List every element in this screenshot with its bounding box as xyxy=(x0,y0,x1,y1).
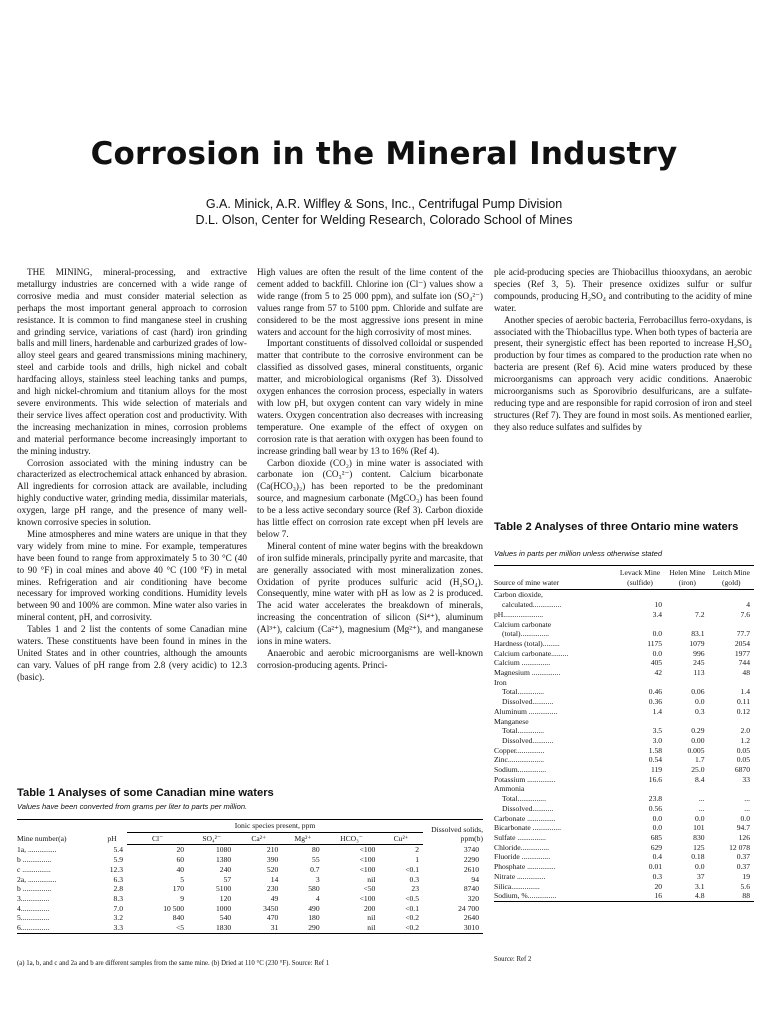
table-1-subtitle: Values have been converted from grams per liter to parts per million. xyxy=(17,802,248,811)
table-cell: 101 xyxy=(693,823,705,833)
table-cell: 57 xyxy=(223,874,232,884)
table-row xyxy=(494,823,754,833)
table-cell: 5.6 xyxy=(740,881,750,891)
table-row xyxy=(494,717,754,727)
table-row xyxy=(494,736,754,746)
table-cell: 33 xyxy=(742,774,750,784)
row-label: (total)............... xyxy=(502,629,550,639)
paragraph: Anaerobic and aerobic microorganisms are well-known corrosion-producing agents. Princi- xyxy=(257,648,483,670)
table-cell: 55 xyxy=(312,855,320,865)
table-cell: 290 xyxy=(308,923,320,933)
table-cell: 4 xyxy=(315,893,320,903)
table-cell: 25.0 xyxy=(691,765,705,775)
table-cell: 744 xyxy=(738,658,750,668)
col-head-mine: Leitch Mine (gold) xyxy=(709,566,754,590)
col-head-ion: Cu²⁺ xyxy=(379,832,423,845)
table-cell: 1079 xyxy=(689,638,705,648)
table-cell: 125 xyxy=(693,842,705,852)
table-row xyxy=(17,913,483,923)
table-cell: 996 xyxy=(693,648,705,658)
row-label: Ammonia xyxy=(494,784,525,794)
row-label: 3............... xyxy=(17,893,50,903)
table-cell: 0.18 xyxy=(691,852,705,862)
table-row xyxy=(494,891,754,901)
table-cell: 19 xyxy=(742,871,750,881)
table-cell: 94.7 xyxy=(736,823,750,833)
table-cell: 24 700 xyxy=(458,903,479,913)
table-cell: 40 xyxy=(176,864,185,874)
table-cell: 126 xyxy=(738,832,750,842)
table-cell: 2610 xyxy=(463,864,479,874)
table-cell: 200 xyxy=(363,903,376,913)
table-row xyxy=(494,610,754,620)
table-row xyxy=(494,746,754,756)
row-label: 1a, ............... xyxy=(17,845,57,855)
table-cell: 3.3 xyxy=(113,923,123,933)
col-head-mine: Helen Mine (iron) xyxy=(666,566,708,590)
table-cell: 12 078 xyxy=(729,842,750,852)
table-cell xyxy=(709,717,754,727)
col-head-ion: Cl⁻ xyxy=(127,832,188,845)
table-cell: 10 xyxy=(654,600,663,610)
table-cell xyxy=(666,600,708,610)
col-head-source: Source of mine water xyxy=(494,566,614,590)
table-row xyxy=(17,894,483,904)
table-cell: 8.4 xyxy=(695,774,705,784)
table-row xyxy=(494,687,754,697)
table-cell: <100 xyxy=(359,864,376,874)
table-row xyxy=(494,794,754,804)
table-cell: 5 xyxy=(180,874,185,884)
row-label: pH..................... xyxy=(494,609,544,619)
row-label: b ............... xyxy=(17,884,52,894)
table-cell: 2.0 xyxy=(740,726,750,736)
table-cell: 3.5 xyxy=(652,726,663,736)
table-cell: <0.2 xyxy=(405,913,419,923)
table-cell: 0.0 xyxy=(652,629,663,639)
row-label: Calcium carbonate......... xyxy=(494,648,569,658)
paragraph: Important constituents of dissolved colloidal or suspended matter that contribute to the corrosive environment can be classified as dissolved gases, mineral constituents, organic matter, and microbiological organisms (Ref 3). Dissolved oxygen enhances the corrosion process, especially in waters with low pH, but oxygen content can vary widely in mine waters. Oxygen concentration also decreases with increasing temperature. One example of the effect of oxygen on corrosion rate is that aeration with oxygen has been found to increase grinding ball wear by 13 to 16% (Ref 4). xyxy=(257,338,483,456)
row-label: Nitrate ............... xyxy=(494,871,546,881)
table-row xyxy=(17,923,483,933)
table-cell: nil xyxy=(367,913,376,923)
table-cell: 3.4 xyxy=(652,609,663,619)
table-cell: 1.7 xyxy=(695,755,705,765)
table-cell: 0.3 xyxy=(695,706,705,716)
row-label: Iron xyxy=(494,677,507,687)
table-cell: 49 xyxy=(270,893,279,903)
table-cell: 7.6 xyxy=(740,609,750,619)
table-cell: 77.7 xyxy=(736,629,750,639)
row-label: Chloride............... xyxy=(494,842,550,852)
table-cell: 0.37 xyxy=(736,862,750,872)
table-cell: 5100 xyxy=(216,884,232,894)
table-row xyxy=(494,600,754,610)
table-cell: 685 xyxy=(650,832,663,842)
table-cell: 180 xyxy=(308,913,320,923)
table-row xyxy=(494,639,754,649)
col-head-mine: Levack Mine (sulfide) xyxy=(614,566,666,590)
table-cell: 48 xyxy=(742,668,750,678)
table-cell: 0.0 xyxy=(695,813,705,823)
table-row xyxy=(494,620,754,630)
table-cell: 9 xyxy=(180,893,185,903)
row-label: calculated............... xyxy=(502,600,562,610)
table-row xyxy=(17,865,483,875)
table-cell: <0.2 xyxy=(405,923,419,933)
table-row xyxy=(494,590,754,600)
table-cell: 0.3 xyxy=(409,874,419,884)
row-label: 6............... xyxy=(17,923,50,933)
table-row xyxy=(494,658,754,668)
table-row xyxy=(494,862,754,872)
table-cell: 2 xyxy=(415,845,419,855)
table-cell: ... xyxy=(744,803,750,813)
col-head-ion: SO₄²⁻ xyxy=(188,832,235,845)
row-label: Magnesium ............... xyxy=(494,668,561,678)
table-cell: 0.54 xyxy=(648,755,663,765)
row-label: Manganese xyxy=(494,716,529,726)
table-cell: 1080 xyxy=(216,845,232,855)
table-cell: <0.1 xyxy=(405,903,419,913)
table-row xyxy=(494,852,754,862)
table-cell: 3450 xyxy=(263,903,279,913)
table-cell: 1175 xyxy=(647,638,663,648)
table-cell xyxy=(614,784,666,794)
table-row xyxy=(17,855,483,865)
row-label: Sulfate ............... xyxy=(494,832,546,842)
author-line-1: G.A. Minick, A.R. Wilfley & Sons, Inc., Centrifugal Pump Division xyxy=(205,197,563,211)
table-cell xyxy=(709,678,754,688)
table-cell: 1.2 xyxy=(740,735,750,745)
table-cell: 1380 xyxy=(216,855,232,865)
table-cell: 1.4 xyxy=(652,706,663,716)
table-cell: 14 xyxy=(270,874,279,884)
table-row xyxy=(494,843,754,853)
table-row xyxy=(494,707,754,717)
row-label: Carbonate ............... xyxy=(494,813,556,823)
table-cell: 240 xyxy=(219,864,232,874)
table-cell: 0.12 xyxy=(736,706,750,716)
table-cell: 0.36 xyxy=(648,697,663,707)
table-row xyxy=(494,872,754,882)
table-row xyxy=(494,765,754,775)
table-cell: 840 xyxy=(172,913,185,923)
table-cell: 6870 xyxy=(734,765,750,775)
table-cell: 12.3 xyxy=(109,864,123,874)
col-head-ion: HCO₃⁻ xyxy=(324,832,380,845)
table-cell: 16.6 xyxy=(648,774,663,784)
table-cell: <0.1 xyxy=(405,864,419,874)
row-label: 5............... xyxy=(17,913,50,923)
row-label: Total.............. xyxy=(502,726,545,736)
body-column-2 xyxy=(257,267,483,672)
table-cell: 3740 xyxy=(463,845,479,855)
table-cell: 5.4 xyxy=(113,845,123,855)
table-row xyxy=(494,668,754,678)
table-cell: <100 xyxy=(359,845,376,855)
row-label: Bicarbonate ............... xyxy=(494,823,562,833)
table-2-footnote: Source: Ref 2 xyxy=(494,956,532,963)
row-label: Dissolved........... xyxy=(502,803,554,813)
table-cell: 88 xyxy=(742,891,750,901)
row-label: Sodium, %............... xyxy=(494,891,557,901)
table-cell: 0.7 xyxy=(310,864,320,874)
row-label: Sodium............... xyxy=(494,765,547,775)
table-cell: 0.29 xyxy=(691,726,705,736)
table-cell xyxy=(666,784,708,794)
table-cell: ... xyxy=(698,794,705,804)
table-row xyxy=(494,833,754,843)
row-label: Fluoride ............... xyxy=(494,852,551,862)
row-label: Calcium ............... xyxy=(494,658,551,668)
table-cell: 0.06 xyxy=(691,687,705,697)
table-cell: 20 xyxy=(654,881,663,891)
table-cell: 0.0 xyxy=(740,813,750,823)
paragraph: Corrosion associated with the mining industry can be characterized as electrochemical attack enhanced by abrasion. All ingredients for corrosion attack are available, including highly conductive water, grinding media, dissimilar materials, oxygen, large pH range, and the presence of many well-known corrosive species in solution. xyxy=(17,457,247,528)
table-cell: 1977 xyxy=(734,648,750,658)
table-cell: 0.01 xyxy=(648,862,663,872)
table-cell: 83.1 xyxy=(691,629,705,639)
table-cell: <0.5 xyxy=(405,893,419,903)
table-row xyxy=(17,875,483,885)
row-label: Total............... xyxy=(502,794,546,804)
row-label: 2a, ............... xyxy=(17,874,57,884)
table-1-title: Table 1 Analyses of some Canadian mine waters xyxy=(17,787,274,799)
table-row xyxy=(17,845,483,855)
table-cell: 4.8 xyxy=(695,891,705,901)
table-cell: 320 xyxy=(467,893,479,903)
table-cell: 7.0 xyxy=(113,903,123,913)
table-cell: 0.0 xyxy=(652,813,663,823)
table-cell: 520 xyxy=(266,864,279,874)
table-cell: 16 xyxy=(654,891,663,901)
table-row xyxy=(494,697,754,707)
table-cell: 230 xyxy=(266,884,279,894)
row-label: Aluminum ............... xyxy=(494,706,558,716)
table-cell xyxy=(666,678,708,688)
table-row xyxy=(494,784,754,794)
table-cell: 170 xyxy=(172,884,185,894)
table-cell: 540 xyxy=(219,913,232,923)
table-cell: nil xyxy=(367,874,376,884)
table-cell xyxy=(666,590,708,600)
row-label: Silica............... xyxy=(494,881,540,891)
paragraph: Mineral content of mine water begins with the breakdown of iron sulfide minerals, principally pyrite and marcasite, that are generally associated with most mineralization zones. Oxidation of pyrite produces sulfuric acid (H₂SO₄). Consequently, mine water with pH as low as 2 is produced. The acid water accelerates the breakdown of minerals, increasing the concentration of silicon (Si⁴⁺), aluminum (Al³⁺), calcium (Ca²⁺), magnesium (Mg²⁺), and manganese ions in mine waters. xyxy=(257,540,483,647)
col-head-ionic-group: Ionic species present, ppm xyxy=(127,820,423,833)
table-cell: 2290 xyxy=(463,855,479,865)
table-row xyxy=(494,814,754,824)
table-cell: 2640 xyxy=(463,913,479,923)
table-cell: 8740 xyxy=(463,884,479,894)
row-label: Calcium carbonate xyxy=(494,619,552,629)
table-row xyxy=(494,755,754,765)
table-cell: 120 xyxy=(219,893,232,903)
table-cell: 119 xyxy=(650,765,663,775)
table-row xyxy=(494,882,754,892)
table-row xyxy=(494,726,754,736)
table-cell: 0.0 xyxy=(652,823,663,833)
table-cell: 470 xyxy=(266,913,279,923)
table-cell xyxy=(709,620,754,630)
table-2-subtitle: Values in parts per million unless otherwise stated xyxy=(494,549,663,558)
table-cell xyxy=(614,717,666,727)
author-line-2: D.L. Olson, Center for Welding Research, Colorado School of Mines xyxy=(195,213,573,227)
table-2-title: Table 2 Analyses of three Ontario mine waters xyxy=(494,521,739,533)
paragraph: High values are often the result of the lime content of the cement added to backfill. Chlorine ion (Cl⁻) values show a wide range (from 5 to 25 000 ppm), and sulfate ion (SO₄²⁻) values range from 57 to 5100 ppm. Chloride and sulfate are considered to be the most aggressive ions present in mine waters and account for the high corrosivity of most mines. xyxy=(257,267,483,337)
table-cell xyxy=(709,590,754,600)
row-label: Phosphate ............... xyxy=(494,862,556,872)
table-cell: 7.2 xyxy=(695,609,705,619)
table-cell: 0.00 xyxy=(691,735,705,745)
table-cell: 80 xyxy=(312,845,320,855)
row-label: Dissolved........... xyxy=(502,735,554,745)
table-cell: ... xyxy=(744,794,750,804)
table-cell: nil xyxy=(367,923,376,933)
table-cell: 60 xyxy=(176,855,185,865)
table-cell: 0.11 xyxy=(736,697,750,707)
table-cell xyxy=(709,784,754,794)
table-cell: 8.3 xyxy=(113,893,123,903)
table-cell: 3.1 xyxy=(695,881,705,891)
table-cell xyxy=(614,590,666,600)
body-column-1 xyxy=(17,267,247,684)
table-cell: <50 xyxy=(363,884,376,894)
table-cell: <100 xyxy=(359,893,376,903)
table-2 xyxy=(494,565,754,902)
table-cell: 10 500 xyxy=(163,903,185,913)
table-cell: 0.0 xyxy=(652,648,663,658)
row-label: Dissolved........... xyxy=(502,697,554,707)
table-row xyxy=(494,629,754,639)
col-head-mine: Mine number(a) xyxy=(17,834,67,844)
table-cell: 0.05 xyxy=(736,755,750,765)
table-cell: 210 xyxy=(266,845,279,855)
table-cell: 37 xyxy=(696,871,705,881)
row-label: Hardness (total)......... xyxy=(494,638,560,648)
table-cell: 0.005 xyxy=(687,745,705,755)
col-head-ph: pH xyxy=(107,834,117,844)
table-row xyxy=(17,904,483,914)
table-row xyxy=(494,804,754,814)
col-head-ion: Mg²⁺ xyxy=(282,832,323,845)
table-cell xyxy=(666,620,708,630)
table-cell: 0.37 xyxy=(736,852,750,862)
table-2-body xyxy=(494,590,754,902)
table-cell: 23 xyxy=(411,884,419,894)
table-cell: 3010 xyxy=(463,923,479,933)
row-label: Zinc................... xyxy=(494,755,544,765)
table-cell xyxy=(614,620,666,630)
paragraph: Another species of aerobic bacteria, Ferrobacillus ferro-oxydans, is associated with the Thiobacillus type. When both types of bacteria are present, their synergistic effect has been reported to increase H₂SO₄ production by four times as compared to the production rate when no bacteria are present (Ref 6). Acid mine waters produced by these microorganisms can approach very acidic conditions. Anaerobic microorganisms such as Sporovibrio desulfuricans, are a sulfate-reducing type and are responsible for rapid corrosion of iron and steel structures (Ref 7). They are found in most soils. As mentioned earlier, they also reduce sulfates and sulfides by xyxy=(494,314,752,432)
table-cell: <100 xyxy=(359,855,376,865)
row-label: Total.............. xyxy=(502,687,545,697)
table-cell: 0.3 xyxy=(652,871,663,881)
row-label: c ............... xyxy=(17,864,51,874)
table-cell: 3 xyxy=(315,874,320,884)
row-label: Carbon dioxide, xyxy=(494,590,543,600)
table-cell: 3.2 xyxy=(113,913,123,923)
table-row xyxy=(494,678,754,688)
table-cell: 23.8 xyxy=(648,794,663,804)
paragraph: Mine atmospheres and mine waters are unique in that they vary widely from mine to mine. For example, temperatures have been found to range from approximately 5 to 30 °C (40 to 90 °F) in coal mines and above 40 °C (100 °F) in metal mines. Refrigeration and air conditioning have become necessary for improved working conditions. Humidity levels between 90 and 100% are common. Mine water also varies in mineral content, pH, and corrosivity. xyxy=(17,528,247,623)
table-cell: 2054 xyxy=(734,638,750,648)
table-cell: 1.4 xyxy=(740,687,750,697)
table-cell: 1000 xyxy=(216,903,232,913)
article-title: Corrosion in the Mineral Industry xyxy=(90,136,678,172)
table-cell xyxy=(614,678,666,688)
table-cell: 245 xyxy=(693,658,705,668)
table-cell: 1 xyxy=(415,855,419,865)
table-row xyxy=(17,884,483,894)
table-cell: ... xyxy=(698,803,705,813)
table-cell: 0.46 xyxy=(648,687,663,697)
paragraph: ple acid-producing species are Thiobacillus thiooxydans, an aerobic species (Ref 3, 5). Their presence oxidizes sulfur or sulfur compounds, producing H₂SO₄ and contributing to the acidity of mine water. xyxy=(494,267,752,313)
row-label: Potassium ............... xyxy=(494,774,556,784)
table-row xyxy=(494,775,754,785)
table-cell: 580 xyxy=(308,884,320,894)
table-cell: 31 xyxy=(270,923,279,933)
table-1-footnote: (a) 1a, b, and c and 2a and b are different samples from the same mine. (b) Dried at 110 °C (230 °F). Source: Ref 1 xyxy=(17,960,330,967)
paragraph: THE MINING, mineral-processing, and extractive metallurgy industries are concerned with a wide range of corrosive media and must consider material selection as perhaps the most important general approach to corrosion resistance. It is common to find manganese steel in crushing and grinding service, variations of cast (hard) iron grinding balls and mill liners, hardenable and carburized grades of low-alloy steel gears and geared transmissions mining machinery, steel and carbide tools and drills, high nickel and cobalt hardfacing alloys, stainless steel leaching tanks and pumps, and high nickel-chromium and titanium alloys for the most severe environments. This wide selection of materials and their service lives affect operation cost and productivity. With the increasing mechanization in mines, corrosion problems and material performance become increasingly important to the mining industry. xyxy=(17,267,247,456)
table-cell: 113 xyxy=(693,668,705,678)
table-cell: 405 xyxy=(650,658,663,668)
col-head-dissolved-solids: Dissolved solids, ppm(b) xyxy=(431,824,483,844)
table-cell: 0.0 xyxy=(695,862,705,872)
table-cell: 94 xyxy=(471,874,479,884)
table-cell xyxy=(666,717,708,727)
table-cell: 0.56 xyxy=(648,803,663,813)
body-column-3 xyxy=(494,267,752,434)
table-1 xyxy=(17,819,483,934)
col-head-ion: Ca²⁺ xyxy=(235,832,282,845)
table-cell: 42 xyxy=(654,668,663,678)
table-cell: 1830 xyxy=(216,923,232,933)
table-cell: 20 xyxy=(176,845,185,855)
table-cell: 4 xyxy=(746,600,750,610)
paragraph: Tables 1 and 2 list the contents of some Canadian mine waters. These constituents have been found in mines in the United States and in other countries, although the amounts can vary. Values of pH range from 2.8 (very acidic) to 12.3 (basic). xyxy=(17,624,247,682)
table-cell: 629 xyxy=(650,842,663,852)
table-cell: 1.58 xyxy=(648,745,663,755)
row-label: 4............... xyxy=(17,903,50,913)
row-label: Copper............... xyxy=(494,745,545,755)
table-row xyxy=(494,649,754,659)
table-cell: 830 xyxy=(693,832,705,842)
table-cell: 5.9 xyxy=(113,855,123,865)
table-cell: 0.4 xyxy=(652,852,663,862)
table-cell: <5 xyxy=(176,923,185,933)
table-cell: 0.0 xyxy=(695,697,705,707)
table-cell: 2.8 xyxy=(113,884,123,894)
table-1-body xyxy=(17,845,483,933)
row-label: b ............... xyxy=(17,855,52,865)
table-cell: 490 xyxy=(308,903,320,913)
table-cell: 3.0 xyxy=(652,735,663,745)
table-cell: 0.05 xyxy=(736,745,750,755)
paragraph: Carbon dioxide (CO₂) in mine water is associated with carbonate ion (CO₃²⁻) content. Calcium bicarbonate (Ca(HCO₃)₂) has been reported to be the predominant source, and magnesium carbonate (MgCO₃) has been found to be a less active secondary source (Ref 3). Carbon dioxide has little effect on corrosion rate except when pH levels are below 7. xyxy=(257,457,483,539)
table-cell: 390 xyxy=(266,855,279,865)
table-cell: 6.3 xyxy=(113,874,123,884)
